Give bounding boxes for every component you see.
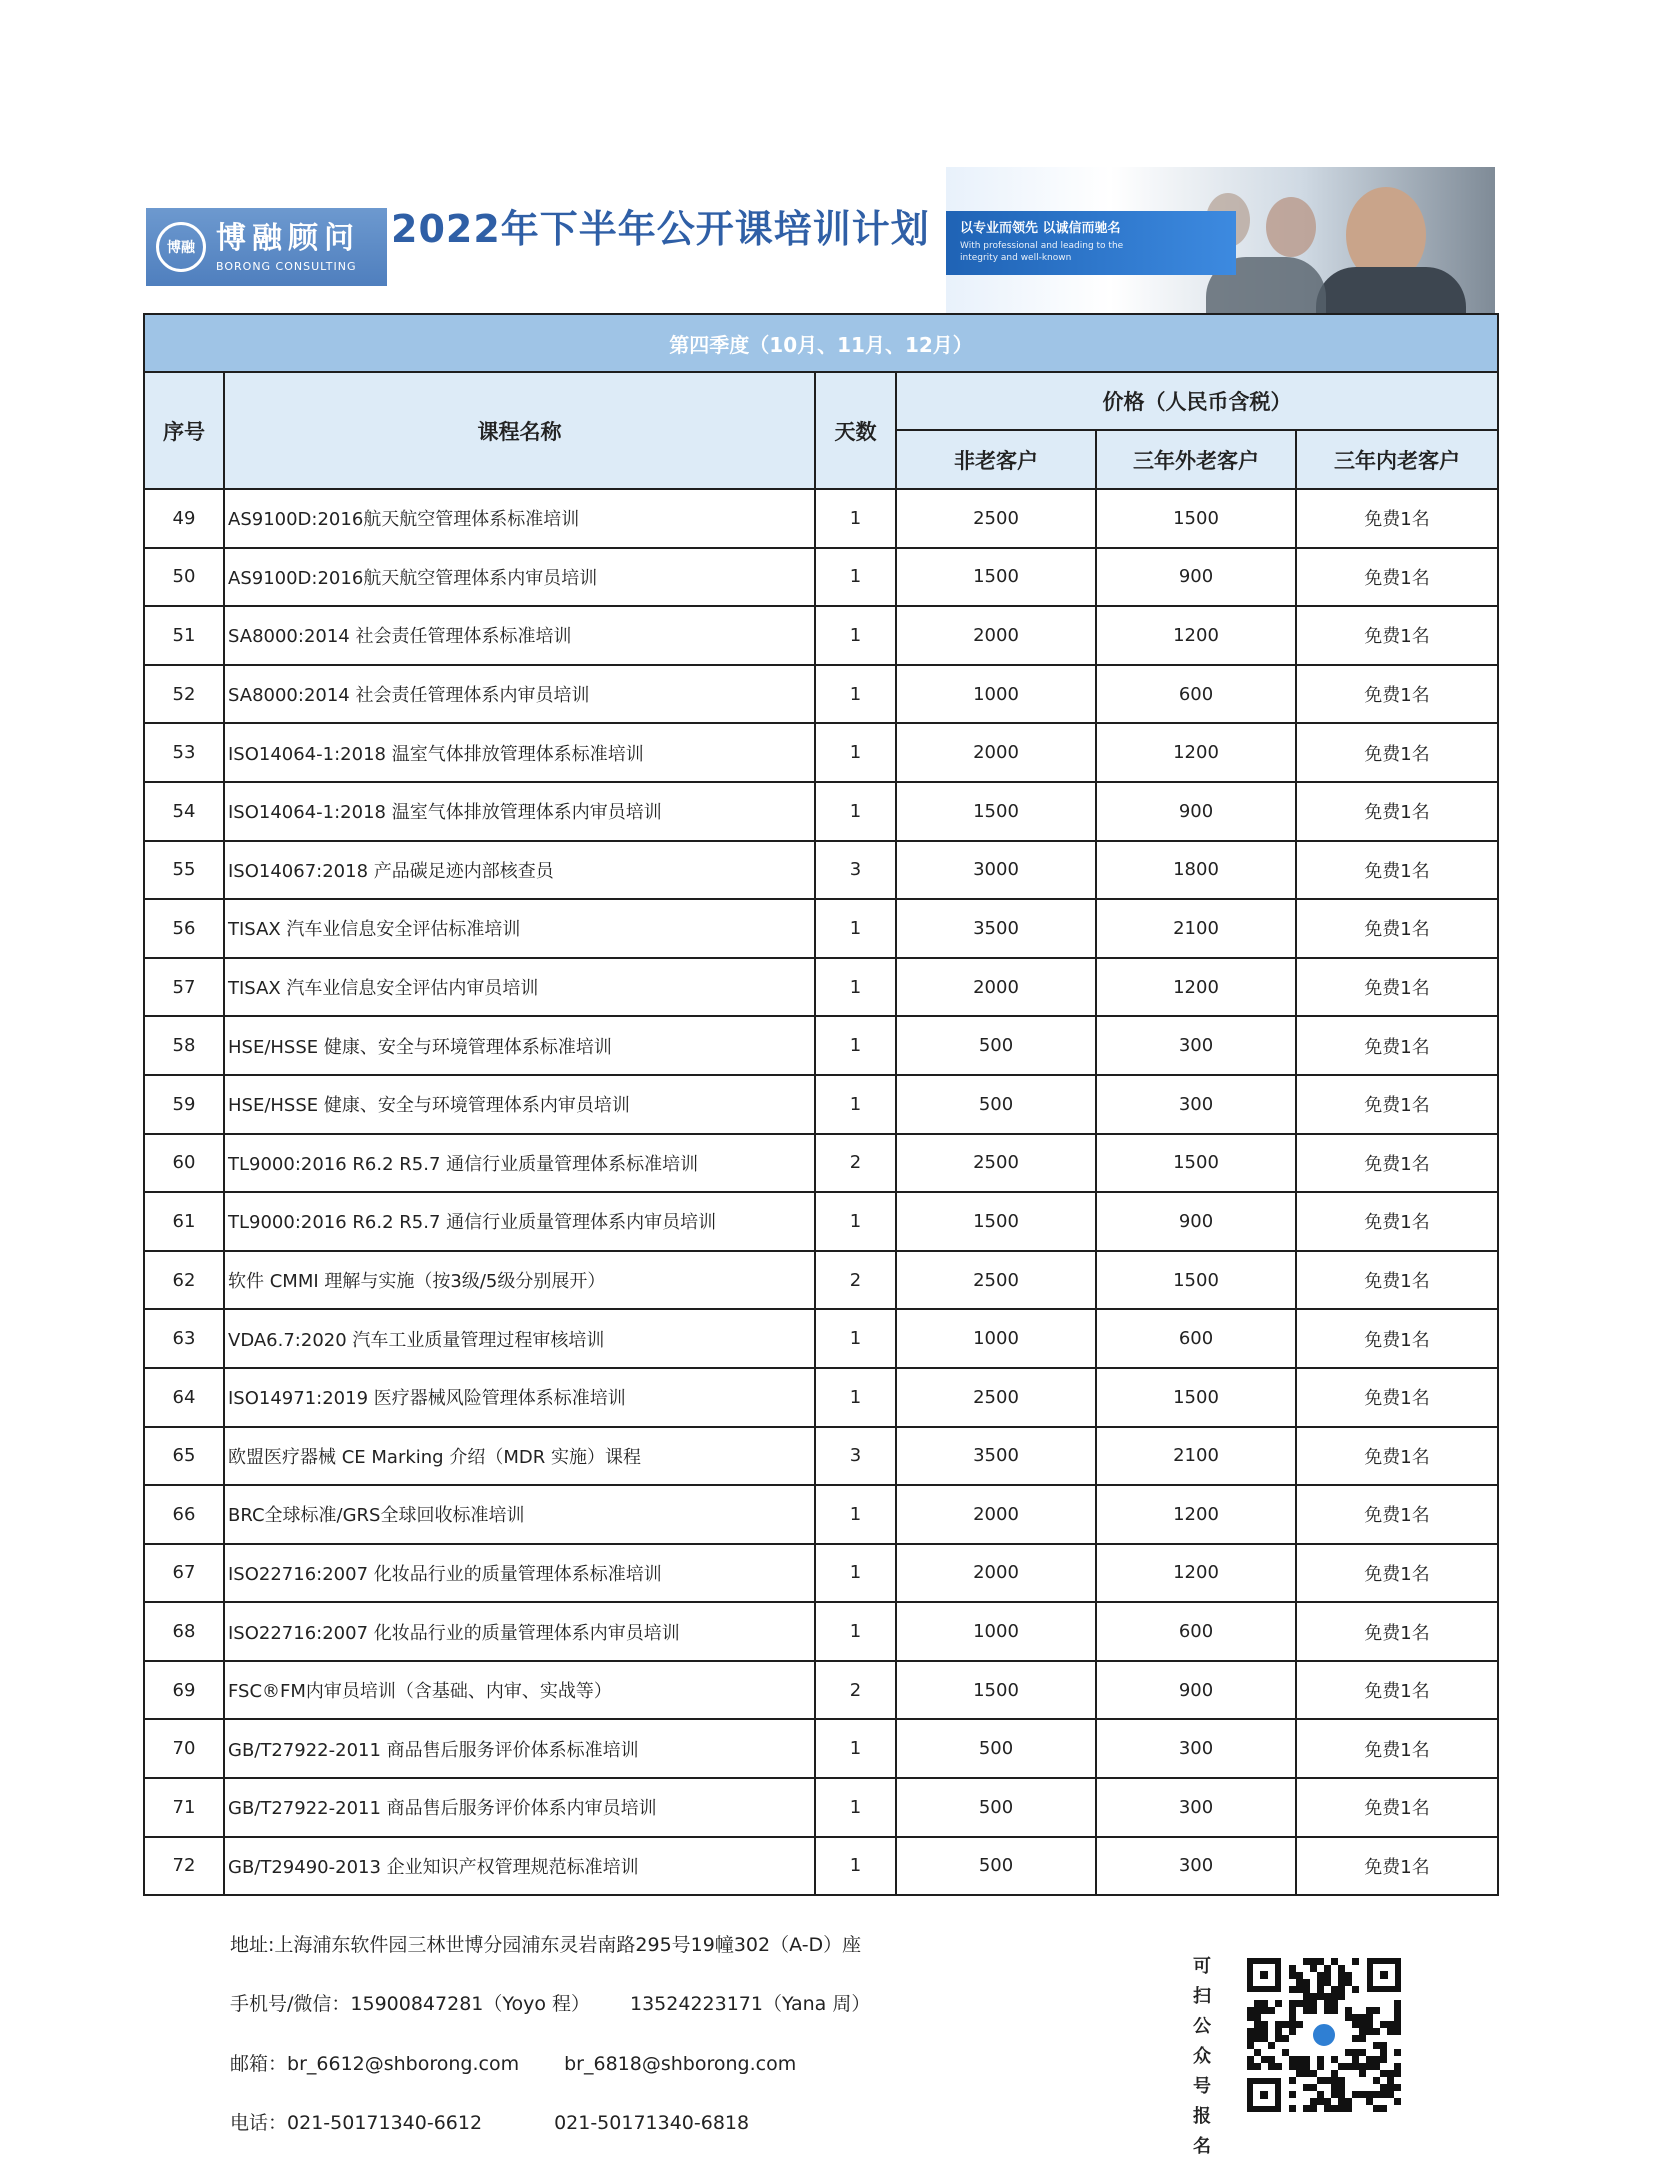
table-row	[144, 1192, 1498, 1251]
cell-course-name: GB/T27922-2011 商品售后服务评价体系内审员培训	[224, 1778, 815, 1837]
cell-price-old-over-3y: 900	[1096, 548, 1296, 607]
cell-seq: 66	[144, 1485, 224, 1544]
cell-seq: 69	[144, 1661, 224, 1720]
cell-seq: 63	[144, 1309, 224, 1368]
cell-days: 1	[815, 1309, 896, 1368]
cell-price-non-old: 1500	[896, 1192, 1096, 1251]
cell-price-old-over-3y: 300	[1096, 1075, 1296, 1134]
table-row	[144, 1016, 1498, 1075]
cell-days: 1	[815, 489, 896, 548]
cell-days: 1	[815, 1719, 896, 1778]
table-row	[144, 489, 1498, 548]
cell-days: 1	[815, 723, 896, 782]
section-title: 第四季度（10月、11月、12月）	[144, 314, 1498, 372]
cell-price-old-over-3y: 1500	[1096, 1368, 1296, 1427]
cell-price-old-within-3y: 免费1名	[1296, 899, 1498, 958]
cell-price-old-over-3y: 1500	[1096, 489, 1296, 548]
cell-price-non-old: 1000	[896, 1309, 1096, 1368]
cell-price-non-old: 1500	[896, 548, 1096, 607]
cell-seq: 70	[144, 1719, 224, 1778]
header-non-old-client: 非老客户	[896, 430, 1096, 489]
cell-price-old-within-3y: 免费1名	[1296, 1485, 1498, 1544]
cell-days: 3	[815, 841, 896, 900]
logo-text	[216, 222, 360, 273]
cell-course-name: ISO14971:2019 医疗器械风险管理体系标准培训	[224, 1368, 815, 1427]
cell-course-name: SA8000:2014 社会责任管理体系内审员培训	[224, 665, 815, 724]
cell-course-name: ISO22716:2007 化妆品行业的质量管理体系内审员培训	[224, 1602, 815, 1661]
cell-price-old-over-3y: 1200	[1096, 958, 1296, 1017]
cell-seq: 53	[144, 723, 224, 782]
table-row	[144, 1485, 1498, 1544]
header-days: 天数	[815, 372, 896, 489]
cell-seq: 58	[144, 1016, 224, 1075]
cell-price-non-old: 500	[896, 1719, 1096, 1778]
cell-price-non-old: 1000	[896, 665, 1096, 724]
table-row	[144, 899, 1498, 958]
cell-price-old-within-3y: 免费1名	[1296, 1309, 1498, 1368]
cell-seq: 61	[144, 1192, 224, 1251]
qr-code[interactable]	[1247, 1958, 1401, 2112]
table-row	[144, 1719, 1498, 1778]
page-title: 2022年下半年公开课培训计划	[391, 207, 930, 251]
table-row	[144, 1309, 1498, 1368]
cell-price-old-over-3y: 300	[1096, 1778, 1296, 1837]
cell-days: 1	[815, 1837, 896, 1896]
phone-label: 手机号/微信：	[230, 1993, 351, 2015]
cell-course-name: ISO14064-1:2018 温室气体排放管理体系内审员培训	[224, 782, 815, 841]
cell-seq: 52	[144, 665, 224, 724]
cell-price-old-over-3y: 1500	[1096, 1134, 1296, 1193]
cell-price-non-old: 500	[896, 1837, 1096, 1896]
cell-price-old-over-3y: 600	[1096, 1309, 1296, 1368]
table-row	[144, 665, 1498, 724]
cell-price-old-over-3y: 1200	[1096, 723, 1296, 782]
cell-price-non-old: 1500	[896, 1661, 1096, 1720]
cell-seq: 57	[144, 958, 224, 1017]
cell-seq: 68	[144, 1602, 224, 1661]
cell-price-non-old: 2500	[896, 1251, 1096, 1310]
cell-seq: 64	[144, 1368, 224, 1427]
cell-price-old-over-3y: 2100	[1096, 899, 1296, 958]
email-label: 邮箱：	[230, 2053, 288, 2075]
course-table	[143, 313, 1499, 1896]
course-rows	[144, 489, 1498, 1895]
cell-seq: 65	[144, 1427, 224, 1486]
cell-price-non-old: 500	[896, 1778, 1096, 1837]
cell-course-name: GB/T29490-2013 企业知识产权管理规范标准培训	[224, 1837, 815, 1896]
cell-price-old-within-3y: 免费1名	[1296, 606, 1498, 665]
cell-price-non-old: 2000	[896, 606, 1096, 665]
email-line	[230, 2049, 796, 2076]
cell-price-old-over-3y: 1800	[1096, 841, 1296, 900]
cell-seq: 72	[144, 1837, 224, 1896]
banner-slogan: 以专业而领先 以诚信而驰名	[960, 221, 1121, 236]
email-1: br_6612@shborong.com	[287, 2053, 520, 2075]
cell-course-name: VDA6.7:2020 汽车工业质量管理过程审核培训	[224, 1309, 815, 1368]
cell-course-name: FSC®FM内审员培训（含基础、内审、实战等）	[224, 1661, 815, 1720]
cell-price-non-old: 2500	[896, 1134, 1096, 1193]
table-row	[144, 548, 1498, 607]
cell-price-non-old: 2000	[896, 1544, 1096, 1603]
header-price: 价格（人民币含税）	[896, 372, 1498, 430]
cell-price-old-over-3y: 1200	[1096, 606, 1296, 665]
banner-slogan-strip	[946, 211, 1236, 275]
cell-days: 1	[815, 548, 896, 607]
table-row	[144, 1427, 1498, 1486]
cell-course-name: TISAX 汽车业信息安全评估内审员培训	[224, 958, 815, 1017]
cell-days: 3	[815, 1427, 896, 1486]
table-row	[144, 841, 1498, 900]
cell-price-old-over-3y: 1200	[1096, 1485, 1296, 1544]
cell-price-old-over-3y: 1500	[1096, 1251, 1296, 1310]
cell-price-old-within-3y: 免费1名	[1296, 1719, 1498, 1778]
table-row	[144, 1837, 1498, 1896]
header-course-name: 课程名称	[224, 372, 815, 489]
cell-seq: 62	[144, 1251, 224, 1310]
cell-seq: 55	[144, 841, 224, 900]
cell-days: 1	[815, 958, 896, 1017]
logo-name-cn: 博融顾问	[216, 220, 360, 256]
cell-course-name: AS9100D:2016航天航空管理体系标准培训	[224, 489, 815, 548]
cell-price-non-old: 3000	[896, 841, 1096, 900]
cell-course-name: TL9000:2016 R6.2 R5.7 通信行业质量管理体系内审员培训	[224, 1192, 815, 1251]
cell-course-name: SA8000:2014 社会责任管理体系标准培训	[224, 606, 815, 665]
table-row	[144, 723, 1498, 782]
cell-seq: 56	[144, 899, 224, 958]
table-row	[144, 1661, 1498, 1720]
cell-course-name: 软件 CMMI 理解与实施（按3级/5级分别展开）	[224, 1251, 815, 1310]
cell-days: 2	[815, 1134, 896, 1193]
cell-price-old-over-3y: 900	[1096, 782, 1296, 841]
table-row	[144, 1368, 1498, 1427]
header-seq: 序号	[144, 372, 224, 489]
cell-days: 1	[815, 1778, 896, 1837]
cell-price-old-within-3y: 免费1名	[1296, 1368, 1498, 1427]
cell-price-old-over-3y: 900	[1096, 1661, 1296, 1720]
cell-price-non-old: 3500	[896, 1427, 1096, 1486]
cell-course-name: HSE/HSSE 健康、安全与环境管理体系内审员培训	[224, 1075, 815, 1134]
cell-price-non-old: 2500	[896, 1368, 1096, 1427]
cell-price-old-within-3y: 免费1名	[1296, 1075, 1498, 1134]
header-old-client-over-3y: 三年外老客户	[1096, 430, 1296, 489]
cell-seq: 51	[144, 606, 224, 665]
cell-course-name: BRC全球标准/GRS全球回收标准培训	[224, 1485, 815, 1544]
cell-price-non-old: 1500	[896, 782, 1096, 841]
cell-price-old-over-3y: 2100	[1096, 1427, 1296, 1486]
cell-days: 1	[815, 665, 896, 724]
cell-price-old-over-3y: 900	[1096, 1192, 1296, 1251]
cell-days: 1	[815, 1368, 896, 1427]
cell-price-old-within-3y: 免费1名	[1296, 1016, 1498, 1075]
cell-price-old-within-3y: 免费1名	[1296, 841, 1498, 900]
header-old-client-within-3y: 三年内老客户	[1296, 430, 1498, 489]
table-row	[144, 1134, 1498, 1193]
cell-price-old-within-3y: 免费1名	[1296, 782, 1498, 841]
cell-days: 1	[815, 1485, 896, 1544]
table-row	[144, 1544, 1498, 1603]
cell-course-name: HSE/HSSE 健康、安全与环境管理体系标准培训	[224, 1016, 815, 1075]
table-row	[144, 1602, 1498, 1661]
cell-price-old-over-3y: 600	[1096, 1602, 1296, 1661]
table-row	[144, 1251, 1498, 1310]
tel-1: 021-50171340-6612	[287, 2112, 483, 2134]
table-row	[144, 782, 1498, 841]
table-row	[144, 958, 1498, 1017]
cell-price-old-within-3y: 免费1名	[1296, 1192, 1498, 1251]
cell-seq: 49	[144, 489, 224, 548]
cell-days: 1	[815, 782, 896, 841]
qr-center-logo	[1310, 2021, 1338, 2049]
address-line	[230, 1930, 861, 1957]
cell-price-old-over-3y: 300	[1096, 1016, 1296, 1075]
banner-subtitle: With professional and leading to the integrity and well-known	[960, 241, 1124, 263]
address-text: 地址:上海浦东软件园三林世博分园浦东灵岩南路295号19幢302（A-D）座	[230, 1934, 862, 1956]
email-2: br_6818@shborong.com	[564, 2053, 797, 2075]
course-table-wrapper	[143, 313, 1497, 1896]
cell-seq: 67	[144, 1544, 224, 1603]
cell-days: 1	[815, 1192, 896, 1251]
cell-course-name: ISO22716:2007 化妆品行业的质量管理体系标准培训	[224, 1544, 815, 1603]
cell-days: 2	[815, 1661, 896, 1720]
scan-to-register-text: 可扫公众号报名	[1193, 1956, 1211, 2157]
cell-price-non-old: 3500	[896, 899, 1096, 958]
table-row	[144, 1778, 1498, 1837]
cell-price-old-within-3y: 免费1名	[1296, 1661, 1498, 1720]
cell-days: 1	[815, 899, 896, 958]
cell-price-non-old: 2000	[896, 1485, 1096, 1544]
phone-1: 15900847281（Yoyo 程）	[350, 1993, 590, 2015]
cell-days: 1	[815, 1016, 896, 1075]
cell-course-name: GB/T27922-2011 商品售后服务评价体系标准培训	[224, 1719, 815, 1778]
cell-price-old-over-3y: 600	[1096, 665, 1296, 724]
phone-2: 13524223171（Yana 周）	[630, 1993, 871, 2015]
tel-line	[230, 2108, 749, 2135]
logo-seal: 博融	[156, 222, 206, 272]
cell-price-non-old: 2000	[896, 723, 1096, 782]
cell-price-old-within-3y: 免费1名	[1296, 548, 1498, 607]
cell-price-old-within-3y: 免费1名	[1296, 1251, 1498, 1310]
cell-days: 1	[815, 1075, 896, 1134]
cell-course-name: 欧盟医疗器械 CE Marking 介绍（MDR 实施）课程	[224, 1427, 815, 1486]
cell-course-name: AS9100D:2016航天航空管理体系内审员培训	[224, 548, 815, 607]
cell-price-old-within-3y: 免费1名	[1296, 1778, 1498, 1837]
cell-price-old-within-3y: 免费1名	[1296, 1427, 1498, 1486]
cell-course-name: TISAX 汽车业信息安全评估标准培训	[224, 899, 815, 958]
cell-price-old-within-3y: 免费1名	[1296, 723, 1498, 782]
cell-price-non-old: 500	[896, 1075, 1096, 1134]
cell-course-name: TL9000:2016 R6.2 R5.7 通信行业质量管理体系标准培训	[224, 1134, 815, 1193]
cell-price-old-within-3y: 免费1名	[1296, 1544, 1498, 1603]
cell-seq: 54	[144, 782, 224, 841]
cell-seq: 50	[144, 548, 224, 607]
cell-price-old-within-3y: 免费1名	[1296, 1837, 1498, 1896]
cell-price-old-within-3y: 免费1名	[1296, 1602, 1498, 1661]
cell-price-old-over-3y: 300	[1096, 1837, 1296, 1896]
cell-price-old-within-3y: 免费1名	[1296, 665, 1498, 724]
cell-days: 1	[815, 1544, 896, 1603]
cell-price-old-over-3y: 300	[1096, 1719, 1296, 1778]
cell-price-old-over-3y: 1200	[1096, 1544, 1296, 1603]
phone-line	[230, 1989, 870, 2016]
tel-label: 电话：	[230, 2112, 288, 2134]
cell-price-old-within-3y: 免费1名	[1296, 958, 1498, 1017]
logo-name-en: BORONG CONSULTING	[216, 259, 357, 273]
cell-seq: 71	[144, 1778, 224, 1837]
cell-days: 2	[815, 1251, 896, 1310]
cell-price-old-within-3y: 免费1名	[1296, 1134, 1498, 1193]
cell-seq: 60	[144, 1134, 224, 1193]
cell-seq: 59	[144, 1075, 224, 1134]
cell-days: 1	[815, 1602, 896, 1661]
cell-days: 1	[815, 606, 896, 665]
cell-course-name: ISO14064-1:2018 温室气体排放管理体系标准培训	[224, 723, 815, 782]
tel-2: 021-50171340-6818	[554, 2112, 750, 2134]
cell-price-non-old: 2000	[896, 958, 1096, 1017]
cell-price-old-within-3y: 免费1名	[1296, 489, 1498, 548]
cell-course-name: ISO14067:2018 产品碳足迹内部核查员	[224, 841, 815, 900]
company-logo	[146, 208, 387, 286]
table-row	[144, 1075, 1498, 1134]
cell-price-non-old: 500	[896, 1016, 1096, 1075]
cell-price-non-old: 2500	[896, 489, 1096, 548]
cell-price-non-old: 1000	[896, 1602, 1096, 1661]
banner-image	[946, 167, 1495, 317]
table-row	[144, 606, 1498, 665]
